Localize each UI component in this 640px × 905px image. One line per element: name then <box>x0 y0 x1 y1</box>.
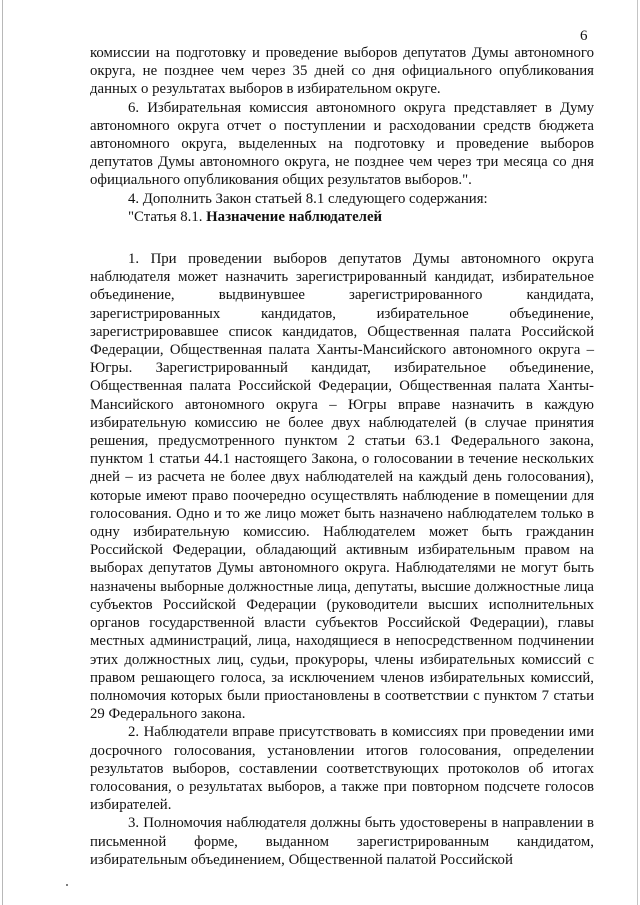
scan-speck <box>66 884 68 886</box>
article-paragraph-2: 2. Наблюдатели вправе присутствовать в комиссиях при проведении ими досрочного голосования, установлении итогов голосования, определении результатов выборов, составлении соответствующих протоколов об итогах голосования, о результатах выборов, а также при повторном подсчете голосов избирателей. <box>90 724 594 814</box>
scan-edge-right <box>637 0 638 905</box>
document-body <box>90 44 594 869</box>
article-paragraph-3: 3. Полномочия наблюдателя должны быть удостоверены в направлении в письменной форме, выданном зарегистрированным кандидатом, избирательным объединением, Общественной палатой Российской <box>90 815 594 868</box>
article-paragraph-1: 1. При проведении выборов депутатов Думы автономного округа наблюдателя может назначить зарегистрированный кандидат, избирательное объединение, выдвинувшее зарегистрированного кандидата, зарегистрированных кандидатов, избирательное объединение, зарегистрировавшее список кандидатов, Общественная палата Российской Федерации, Общественная палата Ханты-Мансийского автономного округа – Югры. Зарегистрированный кандидат, избирательное объединение, Общественная палата Российской Федерации, Общественная палата Ханты-Мансийского автономного округа – Югры вправе назначить в каждую избирательную комиссию не более двух наблюдателей (в случае принятия решения, предусмотренного пунктом 2 статьи 63.1 Федерального закона, пунктом 1 статьи 44.1 настоящего Закона, о голосовании в течение нескольких дней – из расчета не более двух наблюдателей на каждый день голосования), которые имеют право поочередно осуществлять наблюдение в помещении для голосования. Одно и то же лицо может быть назначено наблюдателем только в одну избирательную комиссию. Наблюдателем может быть гражданин Российской Федерации, обладающий активным избирательным правом на выборах депутатов Думы автономного округа. Наблюдателями не могут быть назначены выборные должностные лица, депутаты, высшие должностные лица субъектов Российской Федерации (руководители высших исполнительных органов государственной власти субъектов Российской Федерации), главы местных администраций, лица, находящиеся в непосредственном подчинении этих должностных лиц, судьи, прокуроры, члены избирательных комиссий с правом решающего голоса, за исключением членов избирательных комиссий, полномочия которых были приостановлены в соответствии с пунктом 7 статьи 29 Федерального закона. <box>90 251 594 723</box>
section-gap <box>90 226 594 250</box>
article-heading-title: Назначение наблюдателей <box>206 208 383 225</box>
scan-edge-left <box>2 0 3 905</box>
paragraph-continuation: комиссии на подготовку и проведение выборов депутатов Думы автономного округа, не позднее чем через 35 дней со дня официального опубликования данных о результатах выборов в избирательном округе. <box>90 45 594 98</box>
article-heading-prefix: "Статья 8.1. <box>128 208 207 225</box>
page-number: 6 <box>580 28 588 44</box>
paragraph-6: 6. Избирательная комиссия автономного округа представляет в Думу автономного округа отчет о поступлении и расходовании средств бюджета автономного округа, выделенных на подготовку и проведение выборов депутатов Думы автономного округа, не позднее чем через три месяца со дня официального опубликования общих результатов выборов.". <box>90 99 594 189</box>
paragraph-amendment-4: 4. Дополнить Закон статьей 8.1 следующего содержания: <box>128 190 488 207</box>
article-heading <box>90 208 594 226</box>
